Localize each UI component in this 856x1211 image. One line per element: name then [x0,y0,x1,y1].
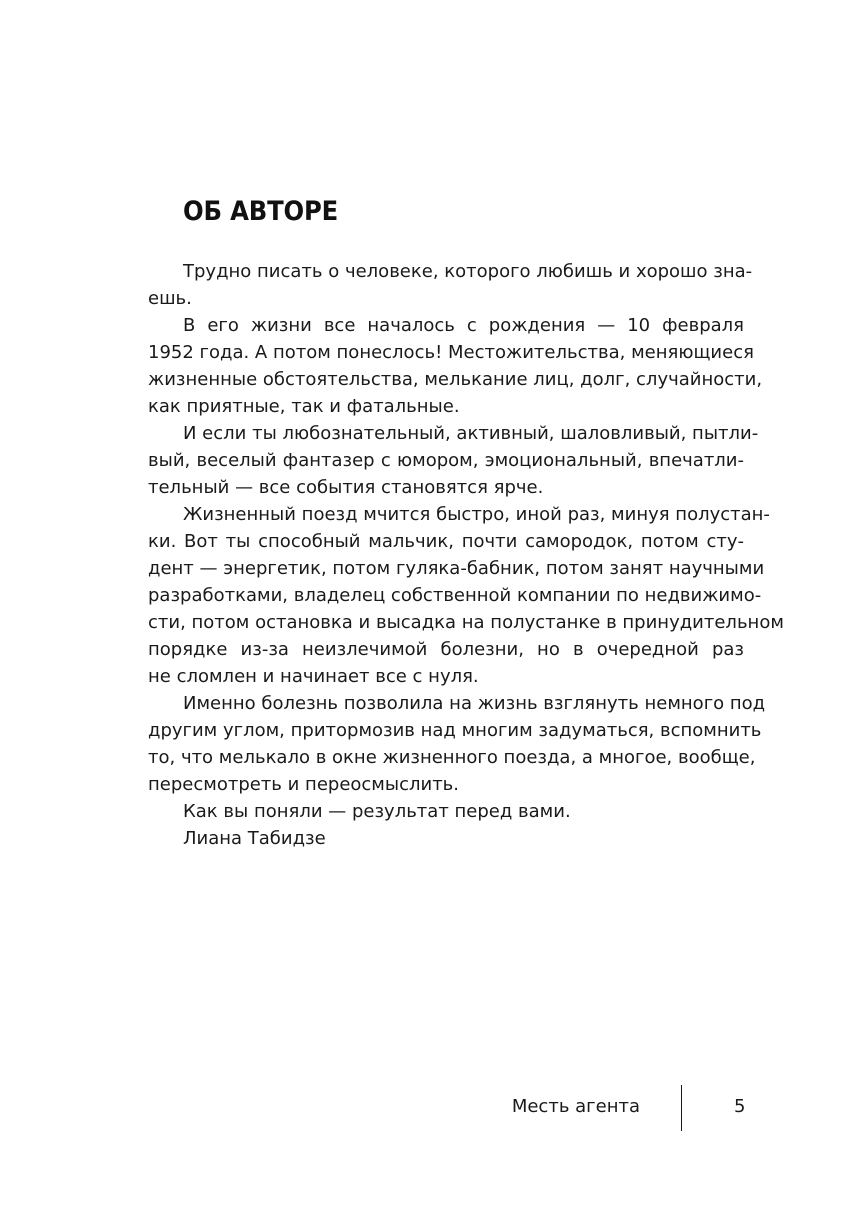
text-line: сти, потом остановка и высадка на полустанке в принудительном [148,612,784,633]
text-line: ешь. [148,288,192,309]
page-number: 5 [734,1096,746,1117]
text-line: И если ты любознательный, активный, шаловливый, пытли- [183,423,759,444]
text-line: Именно болезнь позволила на жизнь взглянуть немного под [183,693,766,714]
running-title: Месть агента [511,1096,640,1117]
text-line: вый, веселый фантазер с юмором, эмоциональный, впечатли- [148,450,744,471]
text-line: то, что мелькало в окне жизненного поезда, а многое, вообще, [148,747,756,768]
text-line: Жизненный поезд мчится быстро, иной раз, минуя полустан- [183,504,770,525]
text-line: порядке из-за неизлечимой болезни, но в очередной раз [148,639,744,660]
text-line: другим углом, притормозив над многим задуматься, вспомнить [148,720,762,741]
text-line: разработками, владелец собственной компании по недвижимо- [148,585,762,606]
page-footer [0,1085,856,1131]
text-line: жизненные обстоятельства, мелькание лиц, долг, случайности, [148,369,763,390]
text-line: 1952 года. А потом понеслось! Местожительства, меняющиеся [148,342,754,363]
author-signature: Лиана Табидзе [183,828,326,849]
text-line: дент — энергетик, потом гуляка-бабник, потом занят научными [148,558,765,579]
text-line: не сломлен и начинает все с нуля. [148,666,479,687]
footer-divider [681,1085,682,1131]
chapter-title: ОБ АВТОРЕ [183,196,338,227]
text-line: Как вы поняли — результат перед вами. [183,801,571,822]
text-line: пересмотреть и переосмыслить. [148,774,460,795]
text-line: Трудно писать о человеке, которого любишь и хорошо зна- [183,261,753,282]
chapter-body [148,258,784,852]
text-line: как приятные, так и фатальные. [148,396,460,417]
text-line: тельный — все события становятся ярче. [148,477,544,498]
text-line: ки. Вот ты способный мальчик, почти самородок, потом сту- [148,531,744,552]
text-line: В его жизни все началось с рождения — 10 февраля [183,315,744,336]
